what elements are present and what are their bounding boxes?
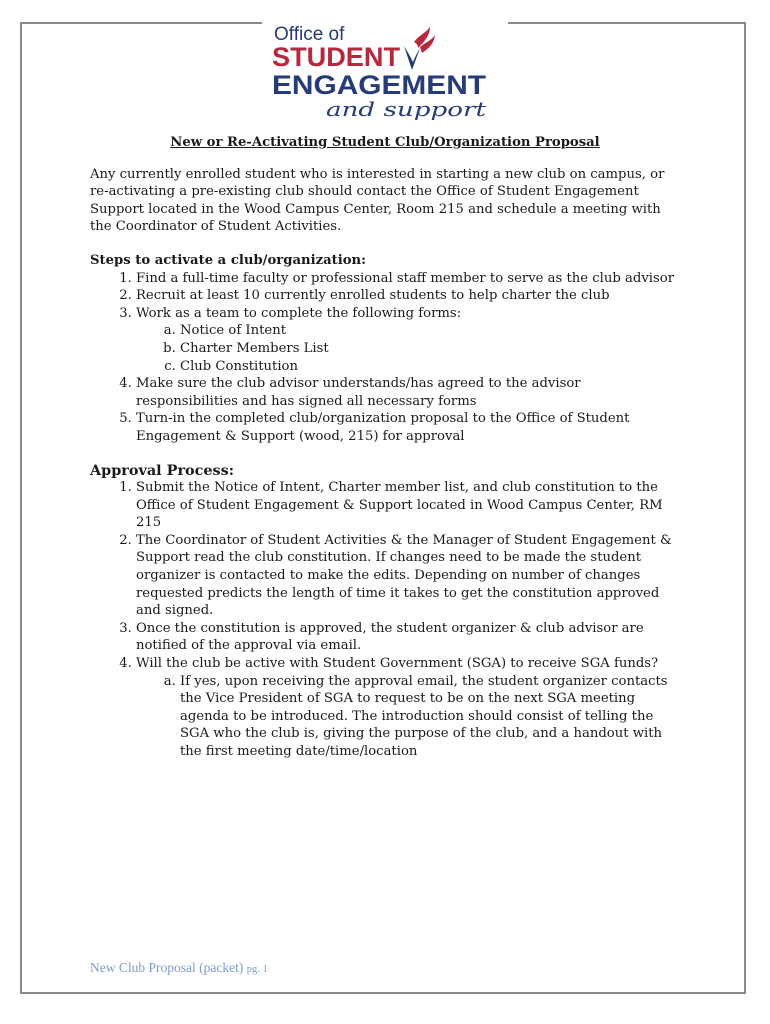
page-footer [90, 960, 268, 976]
approval-text: Will the club be active with Student Government (SGA) to receive SGA funds? [136, 656, 659, 672]
forms-list [136, 322, 680, 375]
approval-item [136, 532, 680, 620]
step-text: Find a full-time faculty or professional staff member to serve as the club advisor [136, 270, 675, 286]
approval-heading: Approval Process: [90, 461, 235, 479]
intro-paragraph: Any currently enrolled student who is interested in starting a new club on campus, or re-activating a pre-existing club should contact the Office of Student Engagement Support located in the Wood Campus Center, Room 215 and schedule a meeting with the Coordinator of Student Activities. [90, 166, 665, 235]
step-item [136, 270, 680, 288]
step-text: Work as a team to complete the following forms: [136, 305, 462, 321]
office-logo-graphic [268, 20, 508, 122]
approval-item [136, 479, 680, 532]
step-item [136, 287, 680, 305]
approval-text: The Coordinator of Student Activities & the Manager of Student Engagement & Support read the club constitution. If changes need to be made the student organizer is contacted to make the edits. Depending on number of changes requested predicts the length of time it takes to get the constitution approved and signed. [136, 532, 672, 619]
form-item: c. Club Constitution [180, 358, 680, 376]
step-text: Recruit at least 10 currently enrolled students to help charter the club [136, 288, 610, 304]
step-item [136, 375, 680, 410]
form-item: b. Charter Members List [180, 340, 680, 358]
footer-page-number: pg. 1 [246, 964, 268, 975]
form-item: a. Notice of Intent [180, 322, 680, 340]
sga-sub-list [136, 673, 680, 761]
logo-line-engagement: ENGAGEMENT [272, 70, 487, 100]
logo-line-student: STUDENT [272, 42, 401, 72]
office-logo [268, 20, 508, 122]
approval-item [136, 655, 680, 761]
document-title: New or Re-Activating Student Club/Organization Proposal [170, 135, 600, 150]
approval-text: Submit the Notice of Intent, Charter member list, and club constitution to the Office of Student Engagement & Support located in Wood Campus Center, RM 215 [136, 480, 663, 531]
step-text: Turn-in the completed club/organization proposal to the Office of Student Engagement & Support (wood, 215) for approval [136, 411, 630, 444]
document-body [90, 134, 680, 761]
approval-item [136, 620, 680, 655]
step-item [136, 305, 680, 375]
sga-sub-item: a. If yes, upon receiving the approval email, the student organizer contacts the Vice President of SGA to request to be on the next SGA meeting agenda to be introduced. The introduction should consist of telling the SGA who the club is, giving the purpose of the club, and a handout with the first meeting date/time/location [180, 673, 680, 761]
steps-heading: Steps to activate a club/organization: [90, 252, 366, 268]
logo-line-office-of: Office of [274, 24, 345, 45]
logo-line-and-support: and support [326, 97, 488, 121]
approval-text: Once the constitution is approved, the student organizer & club advisor are notified of the approval via email. [136, 620, 644, 654]
flame-icon [404, 26, 435, 70]
step-text: Make sure the club advisor understands/has agreed to the advisor responsibilities and has signed all necessary forms [136, 376, 581, 409]
approval-list [90, 479, 680, 761]
footer-label: New Club Proposal (packet) [90, 960, 244, 975]
steps-list [90, 270, 680, 446]
step-item [136, 410, 680, 445]
